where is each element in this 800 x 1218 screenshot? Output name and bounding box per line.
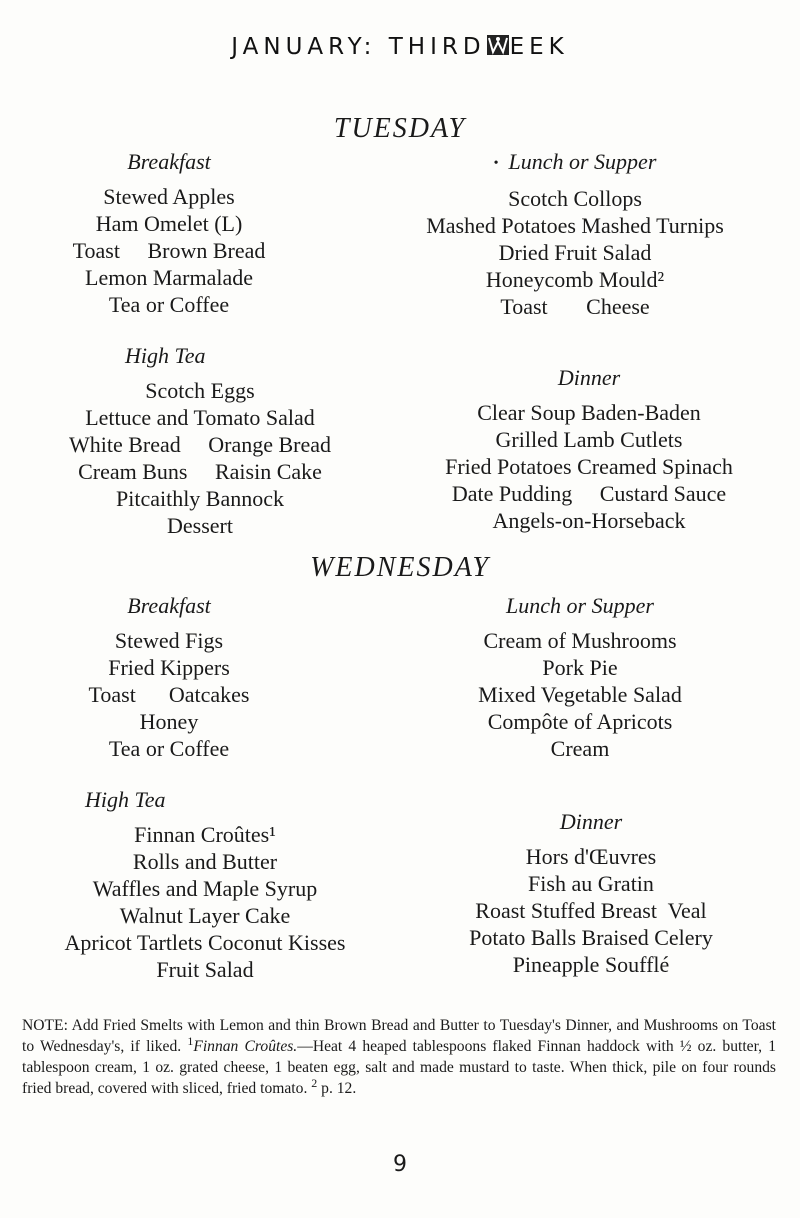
menu-item: Angels-on-Horseback: [492, 508, 686, 533]
menu-item: Scotch Collops: [508, 186, 642, 212]
menu-item: Tea or Coffee: [108, 292, 230, 317]
menu-item: Cream: [550, 736, 610, 761]
tuesday-high-tea-heading: High Tea: [125, 343, 206, 368]
menu-item: Apricot Tartlets Coconut Kisses: [64, 930, 346, 955]
menu-item: Walnut Layer Cake: [119, 903, 291, 928]
menu-item: Honey: [139, 709, 199, 734]
menu-item: Pineapple Soufflé: [512, 952, 670, 977]
menu-item: Grilled Lamb Cutlets: [495, 427, 683, 452]
bullet-dot-icon: •: [493, 156, 499, 172]
menu-item: Waffles and Maple Syrup: [92, 876, 318, 901]
running-head-left: JANUARY: THIRD: [231, 34, 486, 60]
tuesday-lunch-heading-text: Lunch or Supper: [508, 149, 657, 174]
tuesday-breakfast-heading: Breakfast: [127, 149, 211, 174]
footnote-1-title: Finnan Croûtes.: [193, 1038, 298, 1055]
menu-item: Cream of Mushrooms: [483, 628, 677, 653]
tuesday-high-tea: [10, 342, 390, 539]
menu-item: Lettuce and Tomato Salad: [85, 405, 315, 430]
note-text-main: NOTE: Add Fried Smelts with Lemon and thin Brown Bread and Butter to Tuesday's Dinner, and Mushrooms on Toast to Wednesday's, if liked.: [22, 1017, 776, 1055]
page-number: 9: [393, 1152, 407, 1177]
wednesday-breakfast: [24, 592, 314, 762]
menu-item: Toast Brown Bread: [72, 238, 266, 263]
menu-item: Fruit Salad: [156, 957, 254, 982]
menu-item: Potato Balls Braised Celery: [469, 925, 713, 950]
menu-item: Date Pudding Custard Sauce: [451, 481, 727, 506]
menu-item: Mashed Potatoes Mashed Turnips: [426, 213, 724, 239]
wednesday-lunch: [380, 592, 780, 762]
menu-item: Stewed Apples: [103, 184, 235, 209]
w-ornament-icon: [486, 34, 510, 56]
menu-item: Dried Fruit Salad: [498, 240, 652, 266]
footnote-2-ref: p. 12.: [321, 1080, 357, 1097]
menu-item: Roast Stuffed Breast Veal: [475, 898, 707, 923]
tuesday-dinner: [388, 364, 790, 534]
wednesday-dinner: [392, 808, 790, 978]
menu-item: Pork Pie: [542, 655, 618, 680]
menu-item: Cream Buns Raisin Cake: [78, 459, 322, 484]
menu-item: Clear Soup Baden-Baden: [477, 400, 701, 425]
menu-item: Scotch Eggs: [145, 378, 255, 403]
tuesday-lunch: [370, 148, 780, 320]
menu-item: Stewed Figs: [114, 628, 224, 653]
menu-item: Finnan Croûtes¹: [134, 822, 276, 847]
menu-item: Mixed Vegetable Salad: [478, 682, 682, 707]
wednesday-high-tea: [20, 786, 390, 983]
menu-item: Pitcaithly Bannock: [115, 486, 285, 511]
menu-item: Fried Kippers: [108, 655, 230, 680]
running-head: [0, 34, 800, 60]
wednesday-title: WEDNESDAY: [310, 552, 490, 583]
note-text-recipe: —Heat 4 heaped tablespoons flaked Finnan haddock with ½ oz. butter, 1 tablespoon cream, 1 oz. grated cheese, 1 beaten egg, salt and made mustard to taste. When thick, pile on four rounds fried bread, covered with sliced, fried tomato.: [22, 1038, 777, 1097]
menu-item: Toast Oatcakes: [88, 682, 250, 707]
footnote-1-mark: 1: [187, 1033, 194, 1048]
menu-item: Rolls and Butter: [132, 849, 278, 874]
menu-item: Compôte of Apricots: [487, 709, 673, 734]
menu-item: Ham Omelet (L): [95, 211, 243, 236]
menu-item: Dessert: [167, 513, 233, 538]
menu-item: White Bread Orange Bread: [68, 432, 332, 457]
wednesday-lunch-heading: Lunch or Supper: [506, 593, 654, 618]
menu-item: Tea or Coffee: [108, 736, 230, 761]
running-head-right: EEK: [509, 34, 569, 60]
footnote-2-mark: 2: [311, 1075, 318, 1090]
wednesday-high-tea-heading: High Tea: [85, 787, 166, 812]
menu-item: Lemon Marmalade: [85, 265, 253, 290]
tuesday-breakfast: [24, 148, 314, 318]
menu-item: Hors d'Œuvres: [525, 844, 657, 869]
tuesday-title: TUESDAY: [333, 113, 467, 144]
footnote-paragraph: [22, 1015, 776, 1099]
tuesday-lunch-heading: [370, 148, 780, 177]
tuesday-dinner-heading: Dinner: [557, 365, 621, 390]
menu-item: Fried Potatoes Creamed Spinach: [445, 454, 733, 479]
menu-item: Honeycomb Mould²: [485, 267, 665, 293]
wednesday-dinner-heading: Dinner: [559, 809, 623, 834]
menu-item: Toast Cheese: [500, 294, 650, 320]
menu-item: Fish au Gratin: [528, 871, 654, 896]
wednesday-breakfast-heading: Breakfast: [127, 593, 211, 618]
